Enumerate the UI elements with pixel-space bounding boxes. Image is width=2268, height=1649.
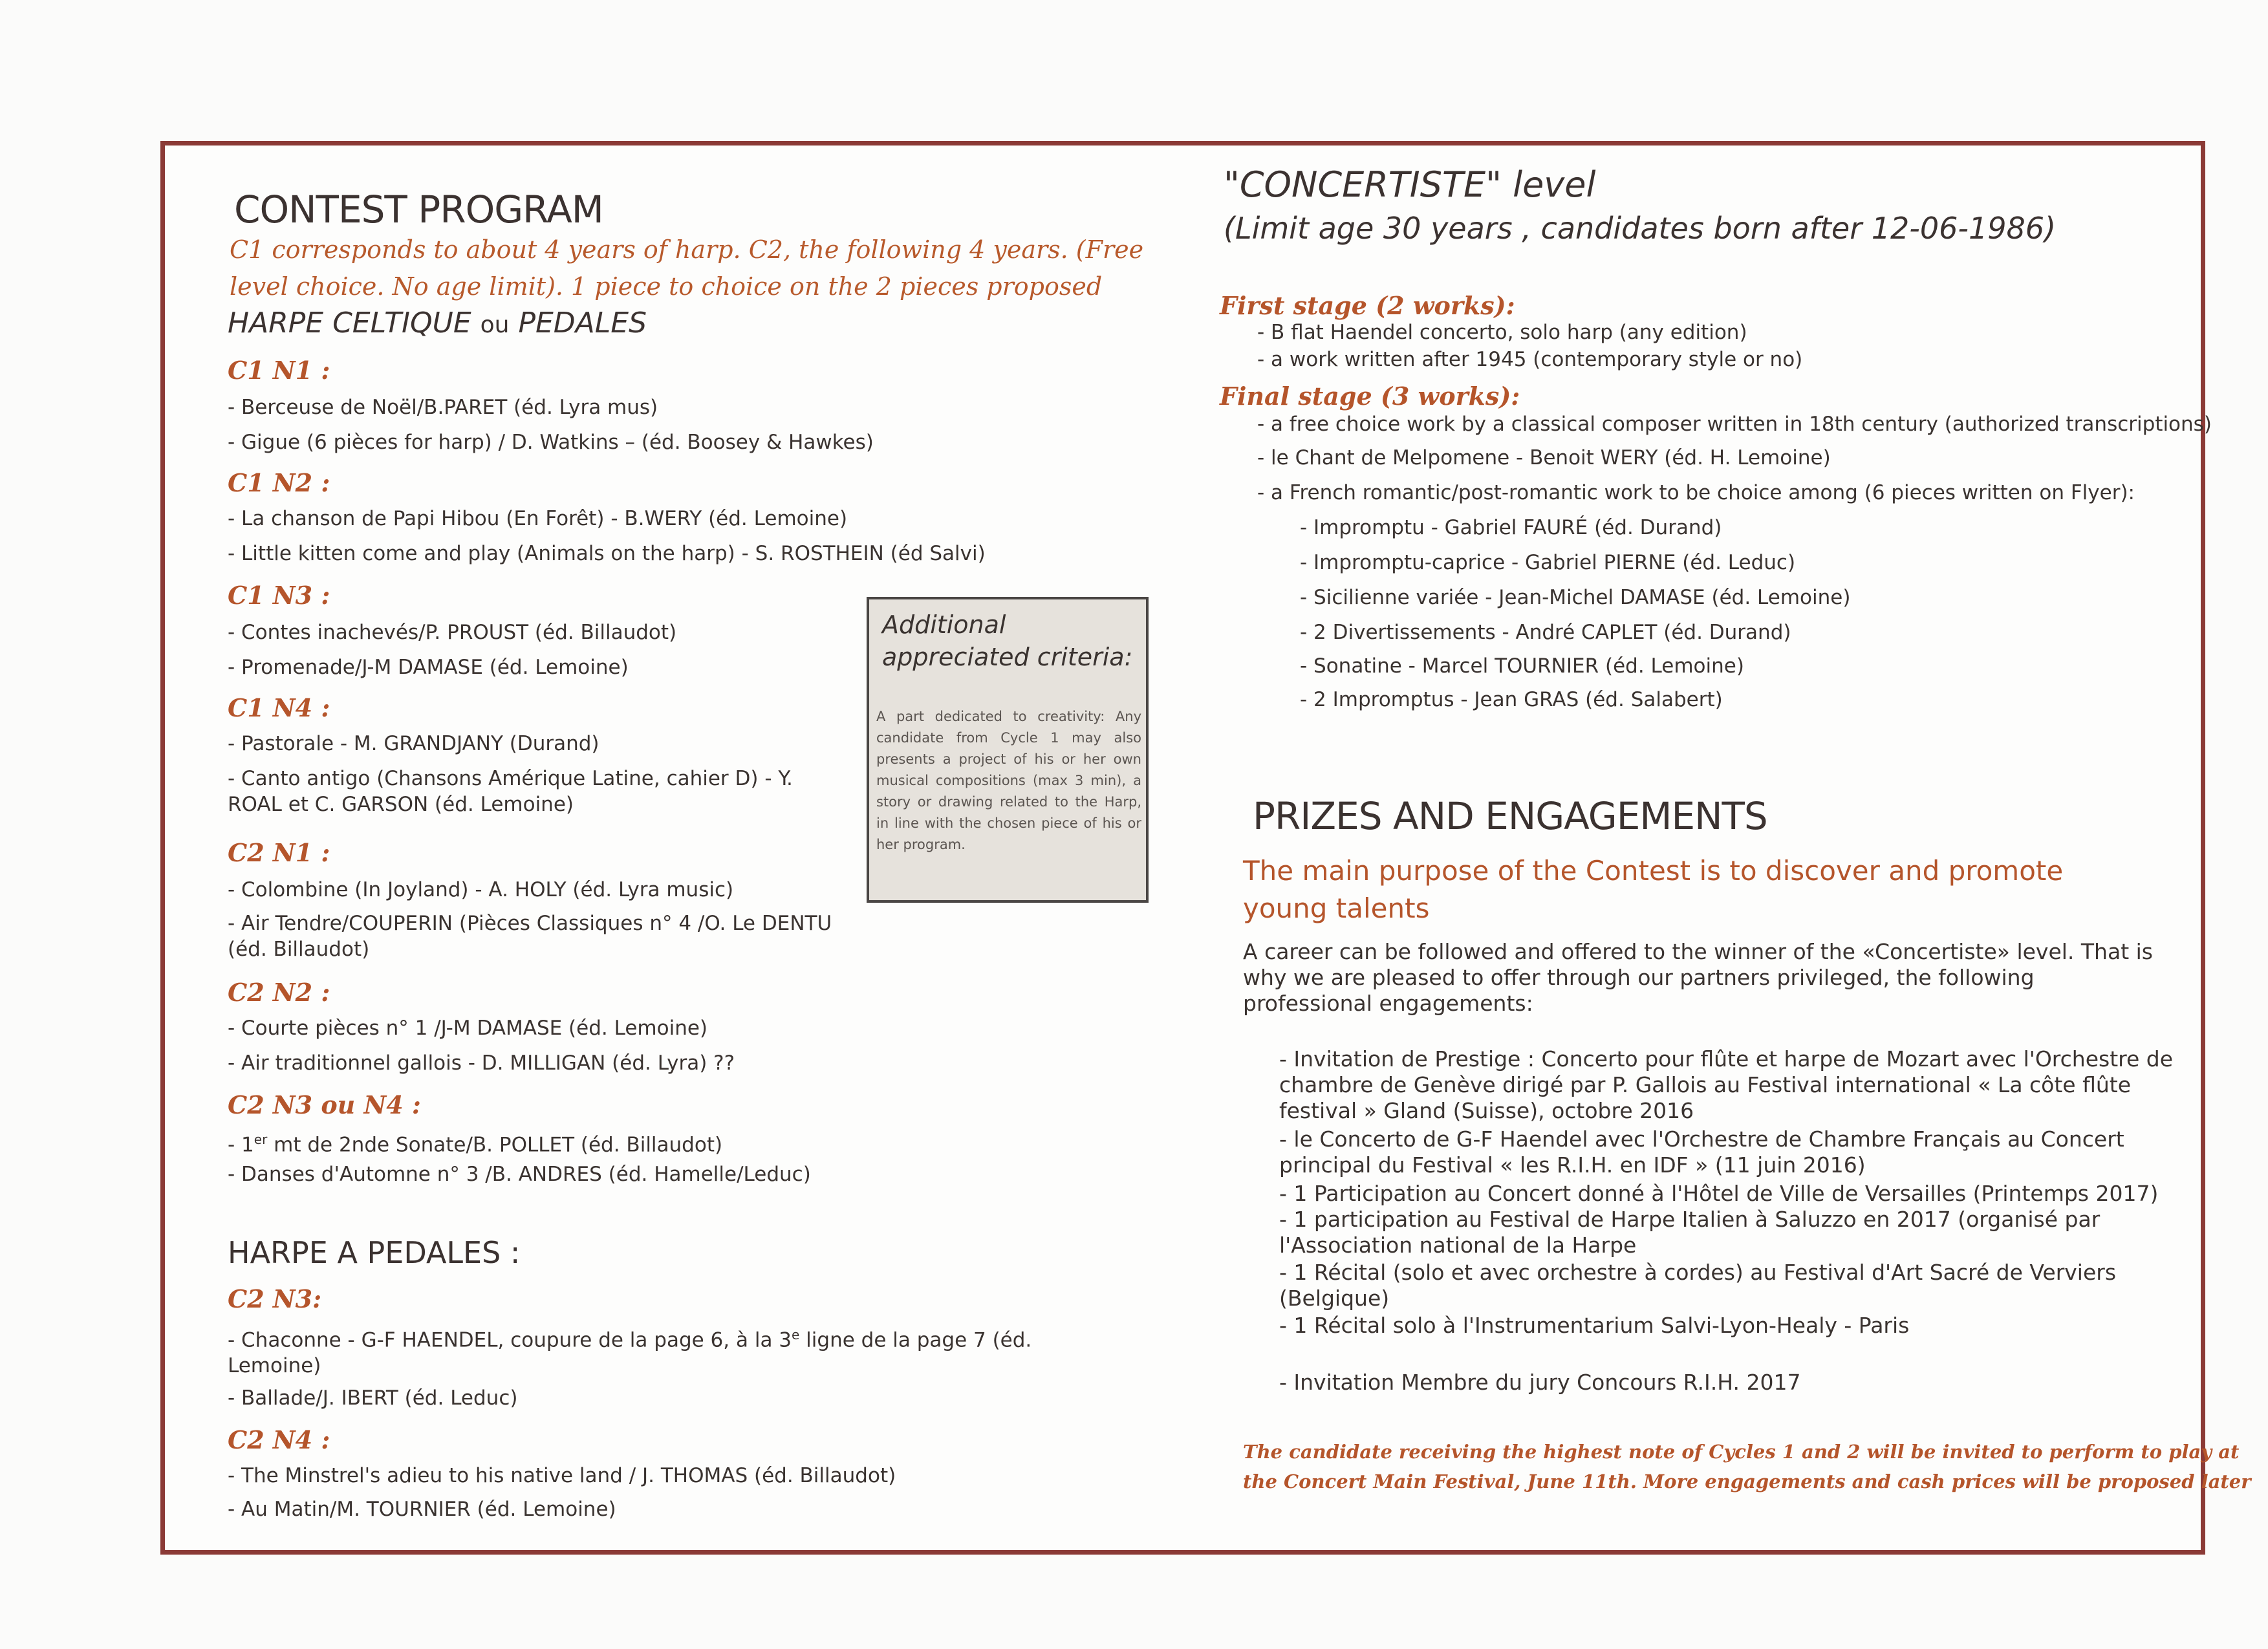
list-item: - Courte pièces n° 1 /J-M DAMASE (éd. Lemoine) [228,1017,708,1040]
list-item: - Pastorale - M. GRANDJANY (Durand) [228,732,599,755]
subtitle-main: HARPE CELTIQUE [228,307,471,339]
engagement-item: - 1 participation au Festival de Harpe Italien à Saluzzo en 2017 (organisé par l'Association national de la Harpe [1279,1207,2101,1258]
list-item: - Little kitten come and play (Animals on the harp) - S. ROSTHEIN (éd Salvi) [228,542,986,565]
list-item: - Ballade/J. IBERT (éd. Leduc) [228,1386,518,1410]
c1n4-label: C1 N4 : [228,693,330,722]
concertiste-age-limit: (Limit age 30 years , candidates born after 12-06-1986) [1224,211,2057,246]
contest-program-title: CONTEST PROGRAM [234,188,603,232]
additional-criteria-box [867,597,1149,903]
harpe-a-pedales-title: HARPE A PEDALES : [228,1235,521,1270]
item-text: mt de 2nde Sonate/B. POLLET (éd. Billaudot) [267,1133,723,1157]
list-item: - Air traditionnel gallois - D. MILLIGAN (éd. Lyra) ?? [228,1051,735,1075]
piece-item: - Impromptu - Gabriel FAURÉ (éd. Durand) [1300,516,1722,539]
engagement-item: - 1 Récital solo à l'Instrumentarium Salvi-Lyon-Healy - Paris [1279,1313,1910,1338]
item-text: ligne de la page 7 (éd. Lemoine) [228,1328,1032,1378]
criteria-body: A part dedicated to creativity: Any candidate from Cycle 1 may also presents a project of his or her own musical compositions (max 3 min), a story or drawing related to the Harp, in line with the chosen piece of his or her program. [876,709,1141,852]
list-item: - Colombine (In Joyland) - A. HOLY (éd. Lyra music) [228,878,734,901]
closing-note-line-2: the Concert Main Festival, June 11th. More engagements and cash prices will be proposed later [1243,1471,2251,1493]
piece-item: - 2 Divertissements - André CAPLET (éd. Durand) [1300,621,1791,644]
subtitle-ou: ou [480,312,510,338]
item-text: - Chaconne - G-F HAENDEL, coupure de la page 6, à la 3 [228,1328,792,1352]
list-item: - a work written after 1945 (contemporary style or no) [1257,348,1803,371]
list-item: - Au Matin/M. TOURNIER (éd. Lemoine) [228,1498,616,1521]
p-c2n3-label: C2 N3: [228,1284,322,1313]
piece-item: - Sonatine - Marcel TOURNIER (éd. Lemoine) [1300,654,1744,678]
harpe-celtique-subtitle [228,307,647,339]
closing-note-line-1: The candidate receiving the highest note of Cycles 1 and 2 will be invited to perform to play at [1243,1441,2240,1463]
list-item: - le Chant de Melpomene - Benoit WERY (éd. H. Lemoine) [1257,446,1831,469]
subtitle-end: PEDALES [518,307,647,339]
prizes-title: PRIZES AND ENGAGEMENTS [1253,794,1767,838]
c1n1-label: C1 N1 : [228,356,330,385]
list-item: - Berceuse de Noël/B.PARET (éd. Lyra mus) [228,396,658,419]
contest-intro: C1 corresponds to about 4 years of harp. C2, the following 4 years. (Free level choice. No age limit). 1 piece to choice on the 2 pieces proposed [230,235,1144,301]
list-item: - Canto antigo (Chansons Amérique Latine, cahier D) - Y. ROAL et C. GARSON (éd. Lemoine) [228,767,793,816]
first-stage-label: First stage (2 works): [1220,291,1515,320]
engagement-item: - 1 Récital (solo et avec orchestre à cordes) au Festival d'Art Sacré de Verviers (Belgique) [1279,1260,2117,1311]
piece-item: - Impromptu-caprice - Gabriel PIERNE (éd. Leduc) [1300,551,1796,574]
engagement-item: - 1 Participation au Concert donné à l'Hôtel de Ville de Versailles (Printemps 2017) [1279,1181,2159,1206]
list-item: - a free choice work by a classical composer written in 18th century (authorized transcriptions) [1257,413,2212,436]
career-intro: A career can be followed and offered to the winner of the «Concertiste» level. That is why we are pleased to offer through our partners privileged, the following professional engagements: [1243,939,2153,1016]
list-item: - La chanson de Papi Hibou (En Forêt) - B.WERY (éd. Lemoine) [228,507,848,530]
ordinal-suffix: er [254,1132,268,1147]
item-text: - 1 [228,1133,254,1157]
list-item: - B flat Haendel concerto, solo harp (any edition) [1257,321,1747,344]
ordinal-suffix: e [792,1327,800,1342]
c1n2-label: C1 N2 : [228,468,330,497]
contest-purpose: The main purpose of the Contest is to discover and promote young talents [1243,855,2064,924]
final-stage-label: Final stage (3 works): [1220,382,1520,411]
piece-item: - 2 Impromptus - Jean GRAS (éd. Salabert) [1300,688,1723,711]
list-item [228,1322,1055,1379]
list-item: - Air Tendre/COUPERIN (Pièces Classiques n° 4 /O. Le DENTU (éd. Billaudot) [228,912,832,961]
list-item [228,1126,722,1158]
c2n2-label: C2 N2 : [228,978,330,1007]
jury-invitation: - Invitation Membre du jury Concours R.I.H. 2017 [1279,1370,1801,1395]
list-item: - Promenade/J-M DAMASE (éd. Lemoine) [228,656,629,679]
piece-item: - Sicilienne variée - Jean-Michel DAMASE (éd. Lemoine) [1300,586,1851,609]
engagement-item: - Invitation de Prestige : Concerto pour flûte et harpe de Mozart avec l'Orchestre de chambre de Genève dirigé par P. Gallois au Festival international « La côte flûte festival » Gland (Suisse), octobre 2016 [1279,1046,2174,1123]
criteria-title: Additional appreciated criteria: [882,610,1133,671]
c1n3-label: C1 N3 : [228,581,330,610]
list-item: - Danses d'Automne n° 3 /B. ANDRES (éd. Hamelle/Leduc) [228,1163,811,1186]
list-item: - Gigue (6 pièces for harp) / D. Watkins – (éd. Boosey & Hawkes) [228,431,874,454]
list-item: - The Minstrel's adieu to his native land / J. THOMAS (éd. Billaudot) [228,1464,896,1487]
c2n3n4-label: C2 N3 ou N4 : [228,1090,421,1119]
c2n1-label: C2 N1 : [228,838,330,867]
list-item: - Contes inachevés/P. PROUST (éd. Billaudot) [228,621,677,644]
concertiste-level-title: "CONCERTISTE" level [1224,164,1596,205]
p-c2n4-label: C2 N4 : [228,1425,330,1454]
list-item: - a French romantic/post-romantic work to be choice among (6 pieces written on Flyer): [1257,481,2135,504]
engagement-item: - le Concerto de G-F Haendel avec l'Orchestre de Chambre Français au Concert principal du Festival « les R.I.H. en IDF » (11 juin 2016) [1279,1126,2124,1178]
